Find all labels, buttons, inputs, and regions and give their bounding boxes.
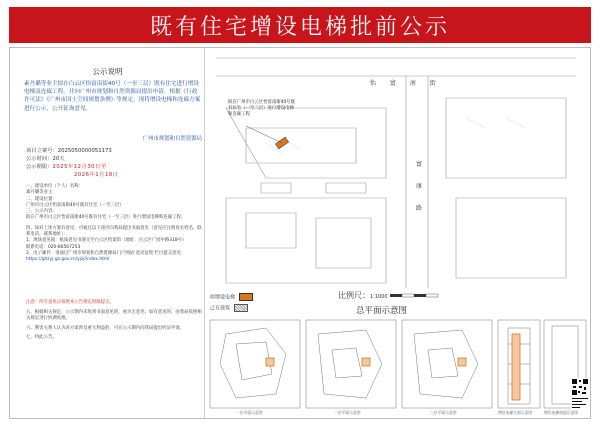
road-label-right: 富 康 路: [416, 161, 423, 212]
dates-row-end: [74, 170, 118, 178]
contact-url[interactable]: https://ghzyj.gz.gov.cn/yjzj/index.html: [26, 257, 110, 263]
notice-body: 素丹璐等业主拟在白云区怡富南街40号（一至三层）既有住宅进行增设电梯及连廊工程，并向广州市规划和自然资源局提出申请。根据《行政许可法》《广州市国土空间规划条例》等规定，现将增设电梯和连廊方案进行公示，公开征询意见。: [24, 81, 201, 112]
site-map-drawing: [206, 48, 590, 310]
floor-plans-svg: [206, 314, 590, 418]
date-end: 2026年1月18日: [74, 172, 119, 178]
qr-code-icon[interactable]: [571, 378, 589, 410]
project-number-label: 项目立案号：: [26, 148, 58, 154]
site-annotation: 拟在广州市白云区怡富南街40号既有住宅（一至三层）进行增设电梯和连廊工程: [228, 100, 296, 117]
road-label-top: 怡 富 南 街: [370, 80, 442, 87]
project-number: 2025050000051173: [57, 148, 112, 154]
notice-heading: 公示说明: [92, 67, 123, 76]
notice-agency: 广州市规划和自然资源局: [142, 136, 202, 142]
location-label: 二、建设位置：: [26, 196, 57, 202]
legend-existing-swatch: [234, 304, 248, 312]
legend-site: [210, 293, 290, 301]
scale-label: 比例尺：: [338, 291, 370, 300]
para6: 六、利害关系人认为该方案涉及重大利益的，可在公示期内向我局提出听证申请。: [26, 325, 185, 331]
content-value: 拟在广州市白云区怡富南街40号既有住宅（一至三层）进行增设电梯和连廊工程。: [26, 215, 186, 221]
caption-floor-3: 三层平面示意图: [430, 410, 457, 415]
caption-floor-2: 二层平面示意图: [334, 410, 361, 415]
dates-row: [26, 162, 107, 170]
legend-site-label: 拟增设电梯: [210, 294, 236, 301]
closing-block: [26, 310, 202, 341]
floor-plan-drawings: [206, 314, 590, 418]
location-value: 广州市白云区怡富南街40号既有住宅（一至三层）: [26, 202, 124, 208]
scale-bar-icon: [390, 293, 440, 299]
legend-existing: [210, 304, 290, 312]
applicant-block: [26, 184, 202, 264]
legend-site-swatch: [239, 293, 253, 301]
poster-title: 既有住宅增设电梯批前公示: [149, 14, 450, 40]
applicant-value: 素丹璐等业主: [26, 190, 53, 196]
notice-column: [10, 48, 205, 418]
scale-value: 1:1000: [370, 294, 388, 300]
caption-elevation: 增设电梯立面示意图: [498, 410, 533, 415]
plan-title-text: 总平面示意图: [356, 306, 408, 316]
map-scale: [338, 290, 440, 301]
contact-2: 2、电子邮件：请通过广州市规划和自然资源局门户网站‘意见征集’栏目提交意见: [26, 250, 181, 256]
site-location-map: [206, 48, 590, 310]
project-number-row: [26, 146, 112, 154]
period-label: 公示时间：: [26, 156, 53, 162]
para4: 四、如对上述方案有意见，可通过以下途径向我局提出书面意见（意见应注明真实姓名、联系电话、联系地址）：: [26, 225, 202, 238]
para7: 七、特此公告。: [26, 334, 57, 340]
warning-line: 注意：所有意见应按照本公告规定时限提交。: [26, 300, 114, 305]
period-value: 20天: [52, 156, 65, 162]
contact-tel: 联系电话：020-86567253: [26, 244, 81, 250]
contact-1: 1、现场意见箱：纸质意见书递交至白云区档案馆（地址：白云区广园中路318号）: [26, 238, 187, 244]
date-start: 2025年12月30日至: [52, 164, 107, 170]
content-label: 三、公示内容：: [26, 209, 57, 215]
poster-title-banner: [9, 7, 591, 43]
legend-existing-label: 已有建筑: [210, 305, 231, 312]
period-row: [26, 154, 65, 162]
caption-section: 增设电梯剖面示意图: [544, 410, 579, 415]
map-legend: [210, 293, 290, 312]
caption-floor-1: 一层平面示意图: [236, 410, 263, 415]
dates-label: 公示期限：: [26, 164, 53, 170]
applicant-label: 一、建设单位（个人）名称：: [26, 184, 84, 189]
para5: 五、根据相关规定，公示期内未收到书面意见的，视为无意见；如有意见的，由我局依照相关规定进行协调处理。: [26, 310, 202, 322]
